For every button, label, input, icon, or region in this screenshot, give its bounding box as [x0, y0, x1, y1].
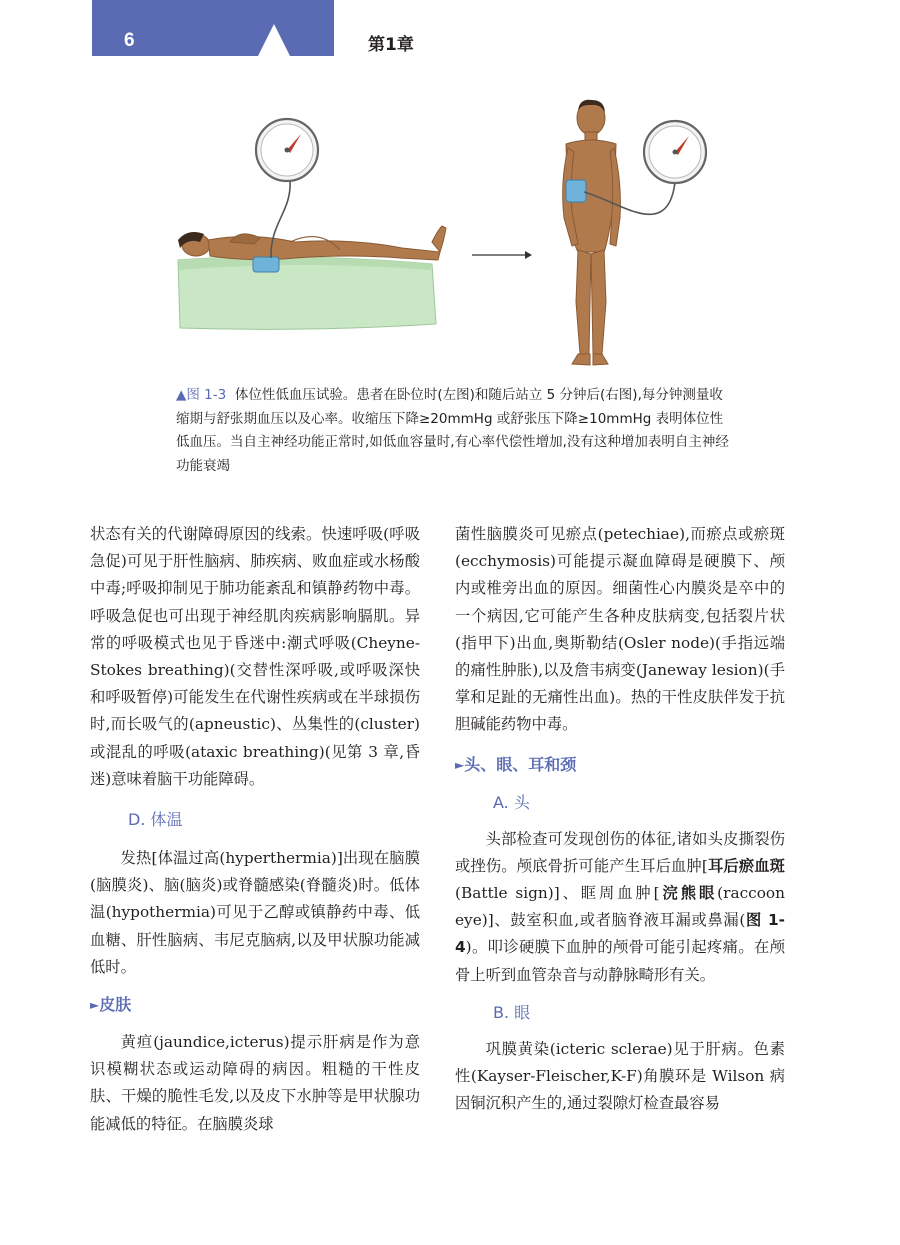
- figure-caption: [176, 384, 736, 478]
- section-head-label: 头、眼、耳和颈: [464, 754, 577, 774]
- gauge-left: [256, 119, 318, 181]
- lying-patient: [178, 226, 446, 260]
- paragraph-respiration: 状态有关的代谢障碍原因的线索。快速呼吸(呼吸急促)可见于肝性脑病、肺疾病、败血症或水杨酸中毒;呼吸抑制见于肺功能紊乱和镇静药物中毒。呼吸急促也可出现于神经肌肉疾病影响膈肌。异常的呼吸模式也见于昏迷中:潮式呼吸(Cheyne-Stokes breathing)(交替性深呼吸,或呼吸深快和呼吸暂停)可能发生在代谢性疾病或在半球损伤时,而长吸气的(apneustic)、丛集性的(cluster)或混乱的呼吸(ataxic breathing)(见第 3 章,昏迷)意味着脑干功能障碍。: [90, 525, 420, 788]
- section-heading-head-eye: [455, 751, 785, 779]
- figure-ref-1-4: 图 1-4: [455, 911, 786, 957]
- head-text-1: 头部检查可发现创伤的体征,诸如头皮撕裂伤或挫伤。颅底骨折可能产生耳后血肿[: [455, 829, 785, 875]
- paragraph-skin-cont: 菌性脑膜炎可见瘀点(petechiae),而瘀点或瘀斑(ecchymosis)可能提示凝血障碍是硬膜下、颅内或椎旁出血的原因。细菌性心内膜炎是卒中的一个病因,它可能产生各种皮肤病变,包括裂片状(指甲下)出血,奥斯勒结(Osler node)(手指远端的痛性肿胀),以及詹韦病变(Janeway lesion)(手掌和足趾的无痛性出血)。热的干性皮肤伴发于抗胆碱能药物中毒。: [455, 525, 785, 734]
- head-text-3: (raccoon eye)]、鼓室积血,或者脑脊液耳漏或鼻漏(: [455, 884, 785, 930]
- section-heading-skin: [90, 991, 420, 1019]
- paragraph-skin: 黄疸(jaundice,icterus)提示肝病是作为意识模糊状态或运动障碍的病因。粗糙的干性皮肤、干燥的脆性毛发,以及皮下水肿等是甲状腺功能减低的特征。在脑膜炎球: [90, 1033, 420, 1133]
- cuff-right: [566, 180, 586, 202]
- head-text-2: (Battle sign)]、眶周血肿[: [455, 884, 660, 903]
- paragraph-temperature: 发热[体温过高(hyperthermia)]出现在脑膜(脑膜炎)、脑(脑炎)或脊髓感染(脊髓炎)时。低体温(hypothermia)可见于乙醇或镇静药中毒、低血糖、肝性脑病、韦尼克脑病,以及甲状腺功能减低时。: [90, 849, 420, 976]
- cuff-left: [253, 257, 279, 272]
- header-notch: [258, 24, 290, 56]
- chapter-title: 第1章: [368, 35, 414, 55]
- caption-text: 体位性低血压试验。患者在卧位时(左图)和随后站立 5 分钟后(右图),每分钟测量收缩期与舒张期血压以及心率。收缩压下降≥20mmHg 或舒张压下降≥10mmHg 表明体位性低血压。当自主神经功能正常时,如低血容量时,有心率代偿性增加,没有这种增加表明自主神经功能衰竭: [176, 387, 729, 474]
- paragraph-eye: 巩膜黄染(icteric sclerae)见于肝病。色素性(Kayser-Fleischer,K-F)角膜环是 Wilson 病因铜沉积产生的,通过裂隙灯检查最容易: [455, 1039, 785, 1113]
- left-column: [90, 521, 420, 1138]
- standing-patient: [563, 100, 621, 365]
- subheading-head: A. 头: [493, 792, 530, 812]
- paragraph-head: [455, 826, 785, 989]
- subheading-eye: B. 眼: [493, 1002, 531, 1022]
- battle-sign-term: 耳后瘀血斑: [707, 856, 785, 875]
- raccoon-eye-term: 浣熊眼: [659, 884, 718, 903]
- right-column: [455, 521, 785, 1117]
- subheading-temperature: D. 体温: [128, 810, 183, 830]
- gauge-right: [644, 121, 706, 183]
- section-skin-label: 皮肤: [99, 995, 132, 1015]
- arrow-marker-icon: ►: [90, 998, 100, 1013]
- caption-label: ▲图 1-3: [176, 387, 227, 403]
- head-text-4: )。叩诊硬膜下血肿的颅骨可能引起疼痛。在颅骨上听到血管杂音与动静脉畸形有关。: [455, 938, 785, 984]
- page-number: 6: [124, 30, 135, 51]
- figure-orthostatic-test: [170, 92, 730, 382]
- arrow-marker-icon: ►: [455, 757, 465, 772]
- transition-arrow: [472, 251, 532, 259]
